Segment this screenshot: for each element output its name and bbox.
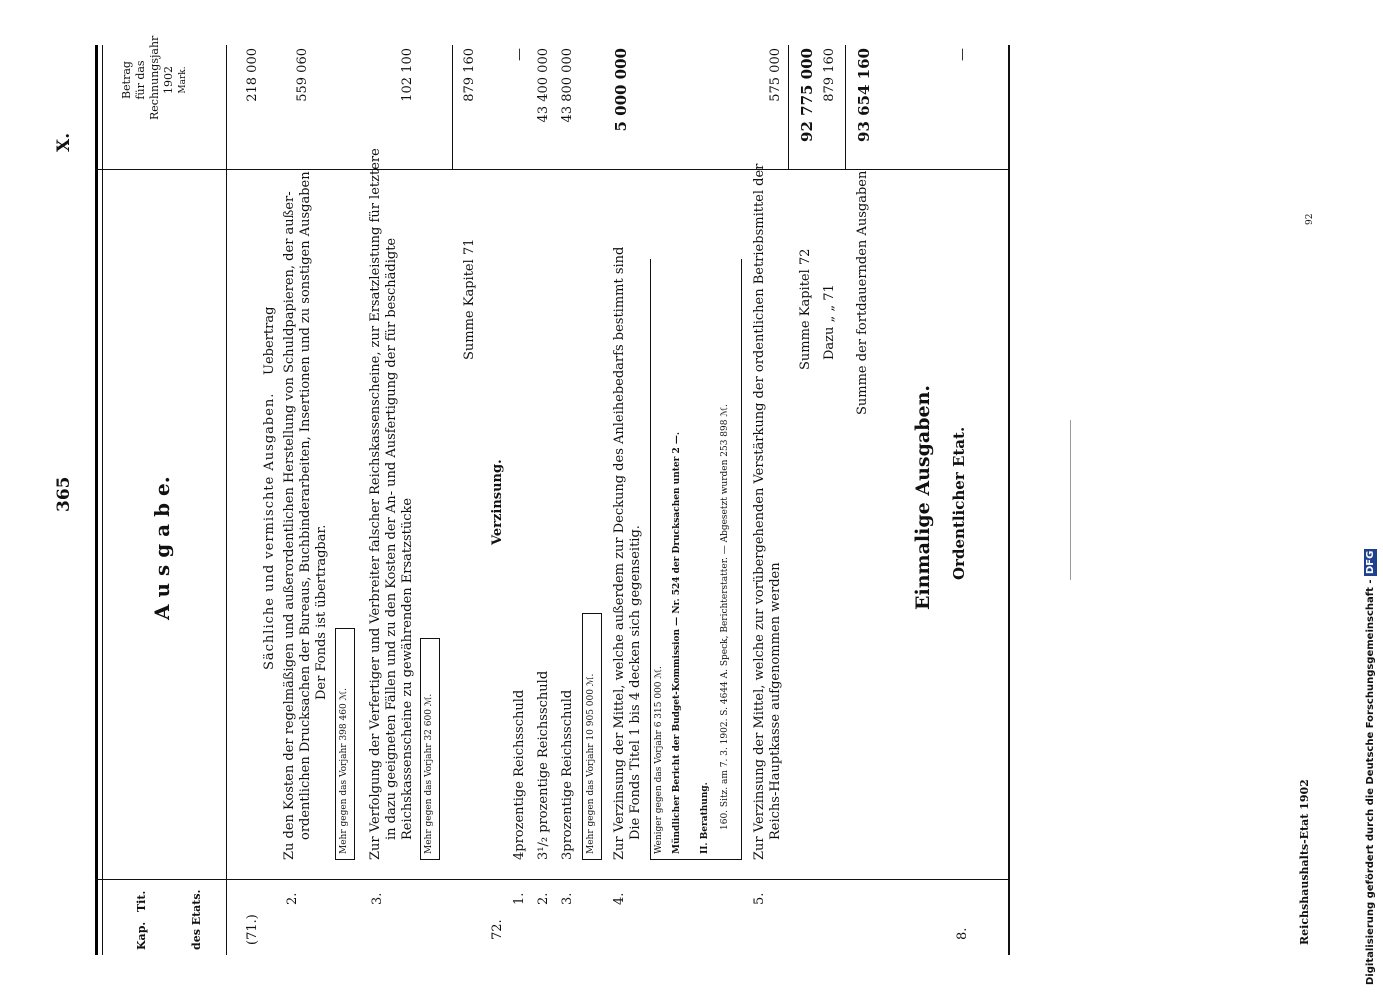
r3-label: 3prozentige Reichsschuld: [560, 689, 575, 860]
r1-no: 1.: [512, 892, 527, 905]
t3-l1: Zur Verfolgung der Verfertiger und Verbreiter falscher Reichskassenscheine, zur Ersatzleistung für letztere: [368, 148, 383, 860]
summe-72-rule: [788, 45, 789, 170]
verzinsung-heading: Verzinsung.: [490, 459, 505, 545]
r3-no: 3.: [560, 892, 575, 905]
section-mark: X.: [54, 132, 74, 152]
t2-l2: ordentlichen Drucksachen der Bureaus, Buchbinderarbeiten, Insertionen und zu sonstigen Ausgaben: [298, 171, 313, 840]
faint-rule: [1070, 420, 1071, 580]
t3-mehr: Mehr gegen das Vorjahr 32 600 ℳ.: [424, 693, 434, 854]
t3-no: 3.: [370, 892, 385, 905]
table-top-rule: [95, 45, 98, 955]
r4-l1: Zur Verzinsung der Mittel, welche außerdem zur Deckung des Anleihebedarfs bestimmt sind: [612, 246, 627, 860]
betrag-l3: Rechnungsjahr: [148, 35, 161, 120]
page-number: 365: [54, 476, 74, 512]
betrag-l2: für das: [134, 60, 147, 100]
kap-72: 72.: [490, 919, 505, 940]
r4-value: 5 000 000: [612, 48, 630, 132]
summe-fort-value: 93 654 160: [855, 48, 873, 142]
r4-bericht: Mündlicher Bericht der Budget-Kommission — Nr. 524 der Drucksachen unter 2 —.: [672, 431, 682, 854]
summe-71-rule: [452, 45, 453, 170]
col-divider-tit: [95, 879, 1010, 880]
table-bottom-rule: [1008, 45, 1010, 955]
r5-l2: Reichs-Hauptkasse aufgenommen werden: [768, 562, 783, 840]
header-betrag: [120, 35, 190, 120]
r4-beratung: II. Berathung.: [700, 782, 710, 854]
t2-mehr: Mehr gegen das Vorjahr 398 460 ℳ.: [339, 687, 349, 854]
betrag-mark: Mark.: [178, 66, 188, 94]
footer-left: Reichshaushalts-Etat 1902: [1298, 779, 1311, 945]
t2-no: 2.: [285, 892, 300, 905]
t2-l1: Zu den Kosten der regelmäßigen und außerordentlichen Herstellung von Schuldpapieren, der außer-: [282, 191, 297, 860]
col-divider-body: [95, 169, 1010, 170]
dfg-credit: [1365, 549, 1376, 985]
t2-value: 559 060: [295, 48, 310, 102]
r2-no: 2.: [536, 892, 551, 905]
dazu-value: 879 160: [822, 48, 837, 102]
header-tit: Tit.: [135, 890, 148, 912]
t2-l3: Der Fonds ist übertragbar.: [314, 524, 329, 700]
summe-71-label: Summe Kapitel 71: [462, 238, 477, 360]
t3-l2: in dazu geeigneten Fällen und zu den Kosten der An- und Ausfertigung der für beschädigte: [384, 237, 399, 840]
credit-text: Digitalisierung gefördert durch die Deutsche Forschungsgemeinschaft -: [1365, 579, 1376, 985]
r1-value: —: [512, 48, 527, 61]
r1-label: 4prozentige Reichsschuld: [512, 689, 527, 860]
r2-label: 3¹/₂ prozentige Reichsschuld: [536, 670, 551, 860]
r3-mehr: Mehr gegen das Vorjahr 10 905 000 ℳ.: [586, 673, 596, 854]
summe-71-value: 879 160: [462, 48, 477, 102]
header-kap: Kap.: [135, 921, 148, 950]
r4-no: 4.: [612, 892, 627, 905]
header-row-rule: [226, 45, 227, 955]
betrag-l4: 1902: [162, 66, 175, 94]
t3-l3: Reichskassenscheine zu gewährenden Ersatzstücke: [400, 497, 415, 840]
betrag-l1: Betrag: [120, 61, 133, 99]
kap-8-value: —: [955, 48, 970, 61]
sub-heading: Sächliche und vermischte Ausgaben.: [262, 392, 277, 670]
dfg-logo: DFG: [1365, 550, 1376, 574]
summe-72-value: 92 775 000: [798, 48, 816, 142]
kap-8: 8.: [955, 927, 970, 940]
r4-sitzung: 160. Sitz. am 7. 3. 1902. S. 4644 A. Speck, Berichterstatter. — Abgesetzt wurden 253 898 ℳ.: [720, 404, 730, 830]
r5-value: 575 000: [768, 48, 783, 102]
r5-l1: Zur Verzinsung der Mittel, welche zur vorübergehenden Verstärkung der ordentlichen Betriebsmittel der: [752, 163, 767, 860]
r2-value: 43 400 000: [536, 48, 551, 123]
uebertrag-label: Uebertrag: [262, 306, 277, 375]
t3-value: 102 100: [400, 48, 415, 102]
r4-weniger: Weniger gegen das Vorjahr 6 315 000 ℳ.: [654, 666, 664, 854]
ordentlich-heading: Ordentlicher Etat.: [950, 426, 968, 580]
footer-pageno: 92: [1305, 213, 1315, 225]
uebertrag-value: 218 000: [245, 48, 260, 102]
r4-l2: Die Fonds Titel 1 bis 4 decken sich gegenseitig.: [628, 525, 643, 840]
table-head-rule: [102, 45, 103, 955]
kap-71: (71.): [245, 914, 260, 945]
summe-fort-rule: [845, 45, 846, 170]
summe-72-label: Summe Kapitel 72: [798, 248, 813, 370]
summe-fort-label: Summe der fortdauernden Ausgaben: [855, 170, 870, 415]
r5-no: 5.: [752, 892, 767, 905]
r3-value: 43 800 000: [560, 48, 575, 123]
dazu-label: Dazu „ „ 71: [822, 284, 837, 360]
einmalige-heading: Einmalige Ausgaben.: [912, 384, 934, 610]
header-title: A u s g a b e.: [150, 476, 174, 620]
header-des-etats: des Etats.: [190, 889, 203, 950]
